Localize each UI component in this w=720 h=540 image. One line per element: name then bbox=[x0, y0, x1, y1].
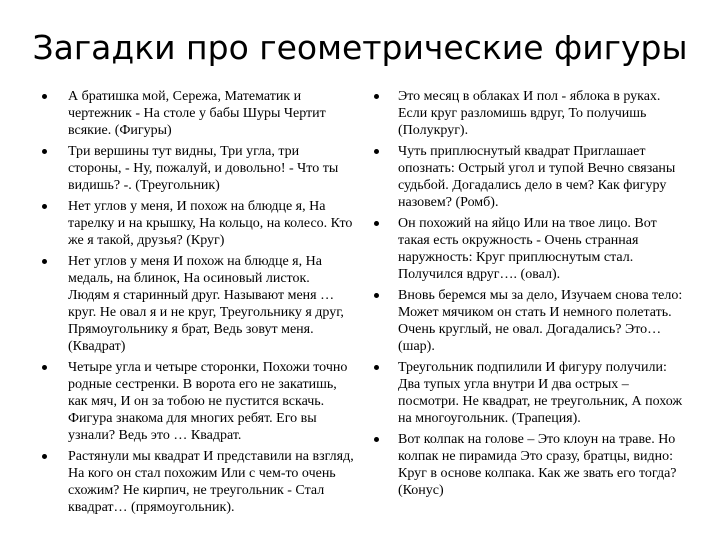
riddle-item bbox=[36, 88, 354, 139]
riddle-text: Нет углов у меня, И похож на блюдце я, На тарелку и на крышку, На кольцо, на колесо. Кто же я такой, друзья? (Круг) bbox=[68, 199, 353, 248]
right-riddle-list bbox=[372, 88, 690, 503]
bullet-icon bbox=[374, 149, 379, 154]
slide-title: Загадки про геометрические фигуры bbox=[32, 28, 688, 67]
bullet-icon bbox=[42, 454, 47, 459]
riddle-text: Вновь беремся мы за дело, Изучаем снова тело: Может мячиком он стать И немного полетать. Очень круглый, не овал. Догадались? Это… (шар). bbox=[398, 288, 683, 354]
riddle-text: А братишка мой, Сережа, Математик и чертежник - На столе у бабы Шуры Чертит всякие. (Фигуры) bbox=[68, 89, 326, 138]
riddle-item bbox=[372, 431, 690, 499]
bullet-icon bbox=[42, 259, 47, 264]
riddle-item bbox=[36, 198, 354, 249]
bullet-icon bbox=[42, 149, 47, 154]
riddle-text: Четыре угла и четыре сторонки, Похожи точно родные сестренки. В ворота его не закатишь, как мяч, И он за тобою не пустится вскачь. Фигура знакома для многих ребят. Его вы узнали? Ведь это … Квадрат. bbox=[68, 360, 348, 443]
bullet-icon bbox=[374, 437, 379, 442]
riddle-item bbox=[36, 253, 354, 355]
riddle-text: Вот колпак на голове – Это клоун на траве. Но колпак не пирамида Это сразу, братцы, видно: Круг в основе колпака. Как же звать его тогда? (Конус) bbox=[398, 432, 677, 498]
riddle-item bbox=[36, 448, 354, 516]
riddle-item bbox=[36, 143, 354, 194]
bullet-icon bbox=[374, 94, 379, 99]
riddle-item bbox=[372, 215, 690, 283]
riddle-item bbox=[372, 359, 690, 427]
bullet-icon bbox=[42, 204, 47, 209]
bullet-icon bbox=[374, 365, 379, 370]
riddle-text: Это месяц в облаках И пол - яблока в руках. Если круг разломишь вдруг, То получишь (Полукруг). bbox=[398, 89, 661, 138]
riddle-text: Чуть приплюснутый квадрат Приглашает опознать: Острый угол и тупой Вечно связаны судьбой. Догадались дело в чем? Как фигуру назовем? (Ромб). bbox=[398, 144, 676, 210]
bullet-icon bbox=[374, 221, 379, 226]
riddle-item bbox=[372, 88, 690, 139]
riddle-text: Три вершины тут видны, Три угла, три стороны, - Ну, пожалуй, и довольно! - Что ты видишь? -. (Треугольник) bbox=[68, 144, 339, 193]
riddle-text: Растянули мы квадрат И представили на взгляд, На кого он стал похожим Или с чем-то очень схожим? Не кирпич, не треугольник - Стал квадрат… (прямоугольник). bbox=[68, 449, 354, 515]
bullet-icon bbox=[42, 365, 47, 370]
riddle-item bbox=[372, 287, 690, 355]
riddle-text: Нет углов у меня И похож на блюдце я, На медаль, на блинок, На осиновый листок. Людям я старинный друг. Называют меня … круг. Не овал я и не круг, Треугольнику я друг, Прямоугольнику я брат, Ведь зовут меня. (Квадрат) bbox=[68, 254, 344, 354]
bullet-icon bbox=[374, 293, 379, 298]
left-riddle-list bbox=[36, 88, 354, 520]
riddle-item bbox=[372, 143, 690, 211]
riddle-text: Треугольник подпилили И фигуру получили: Два тупых угла внутри И два острых – посмотри. Не квадрат, не треугольник, А похож на многоугольник. (Трапеция). bbox=[398, 360, 683, 426]
riddle-text: Он похожий на яйцо Или на твое лицо. Вот такая есть окружность - Очень странная наружность: Круг приплюснутым стал. Получился вдруг…. (овал). bbox=[398, 216, 657, 282]
bullet-icon bbox=[42, 94, 47, 99]
riddle-item bbox=[36, 359, 354, 444]
